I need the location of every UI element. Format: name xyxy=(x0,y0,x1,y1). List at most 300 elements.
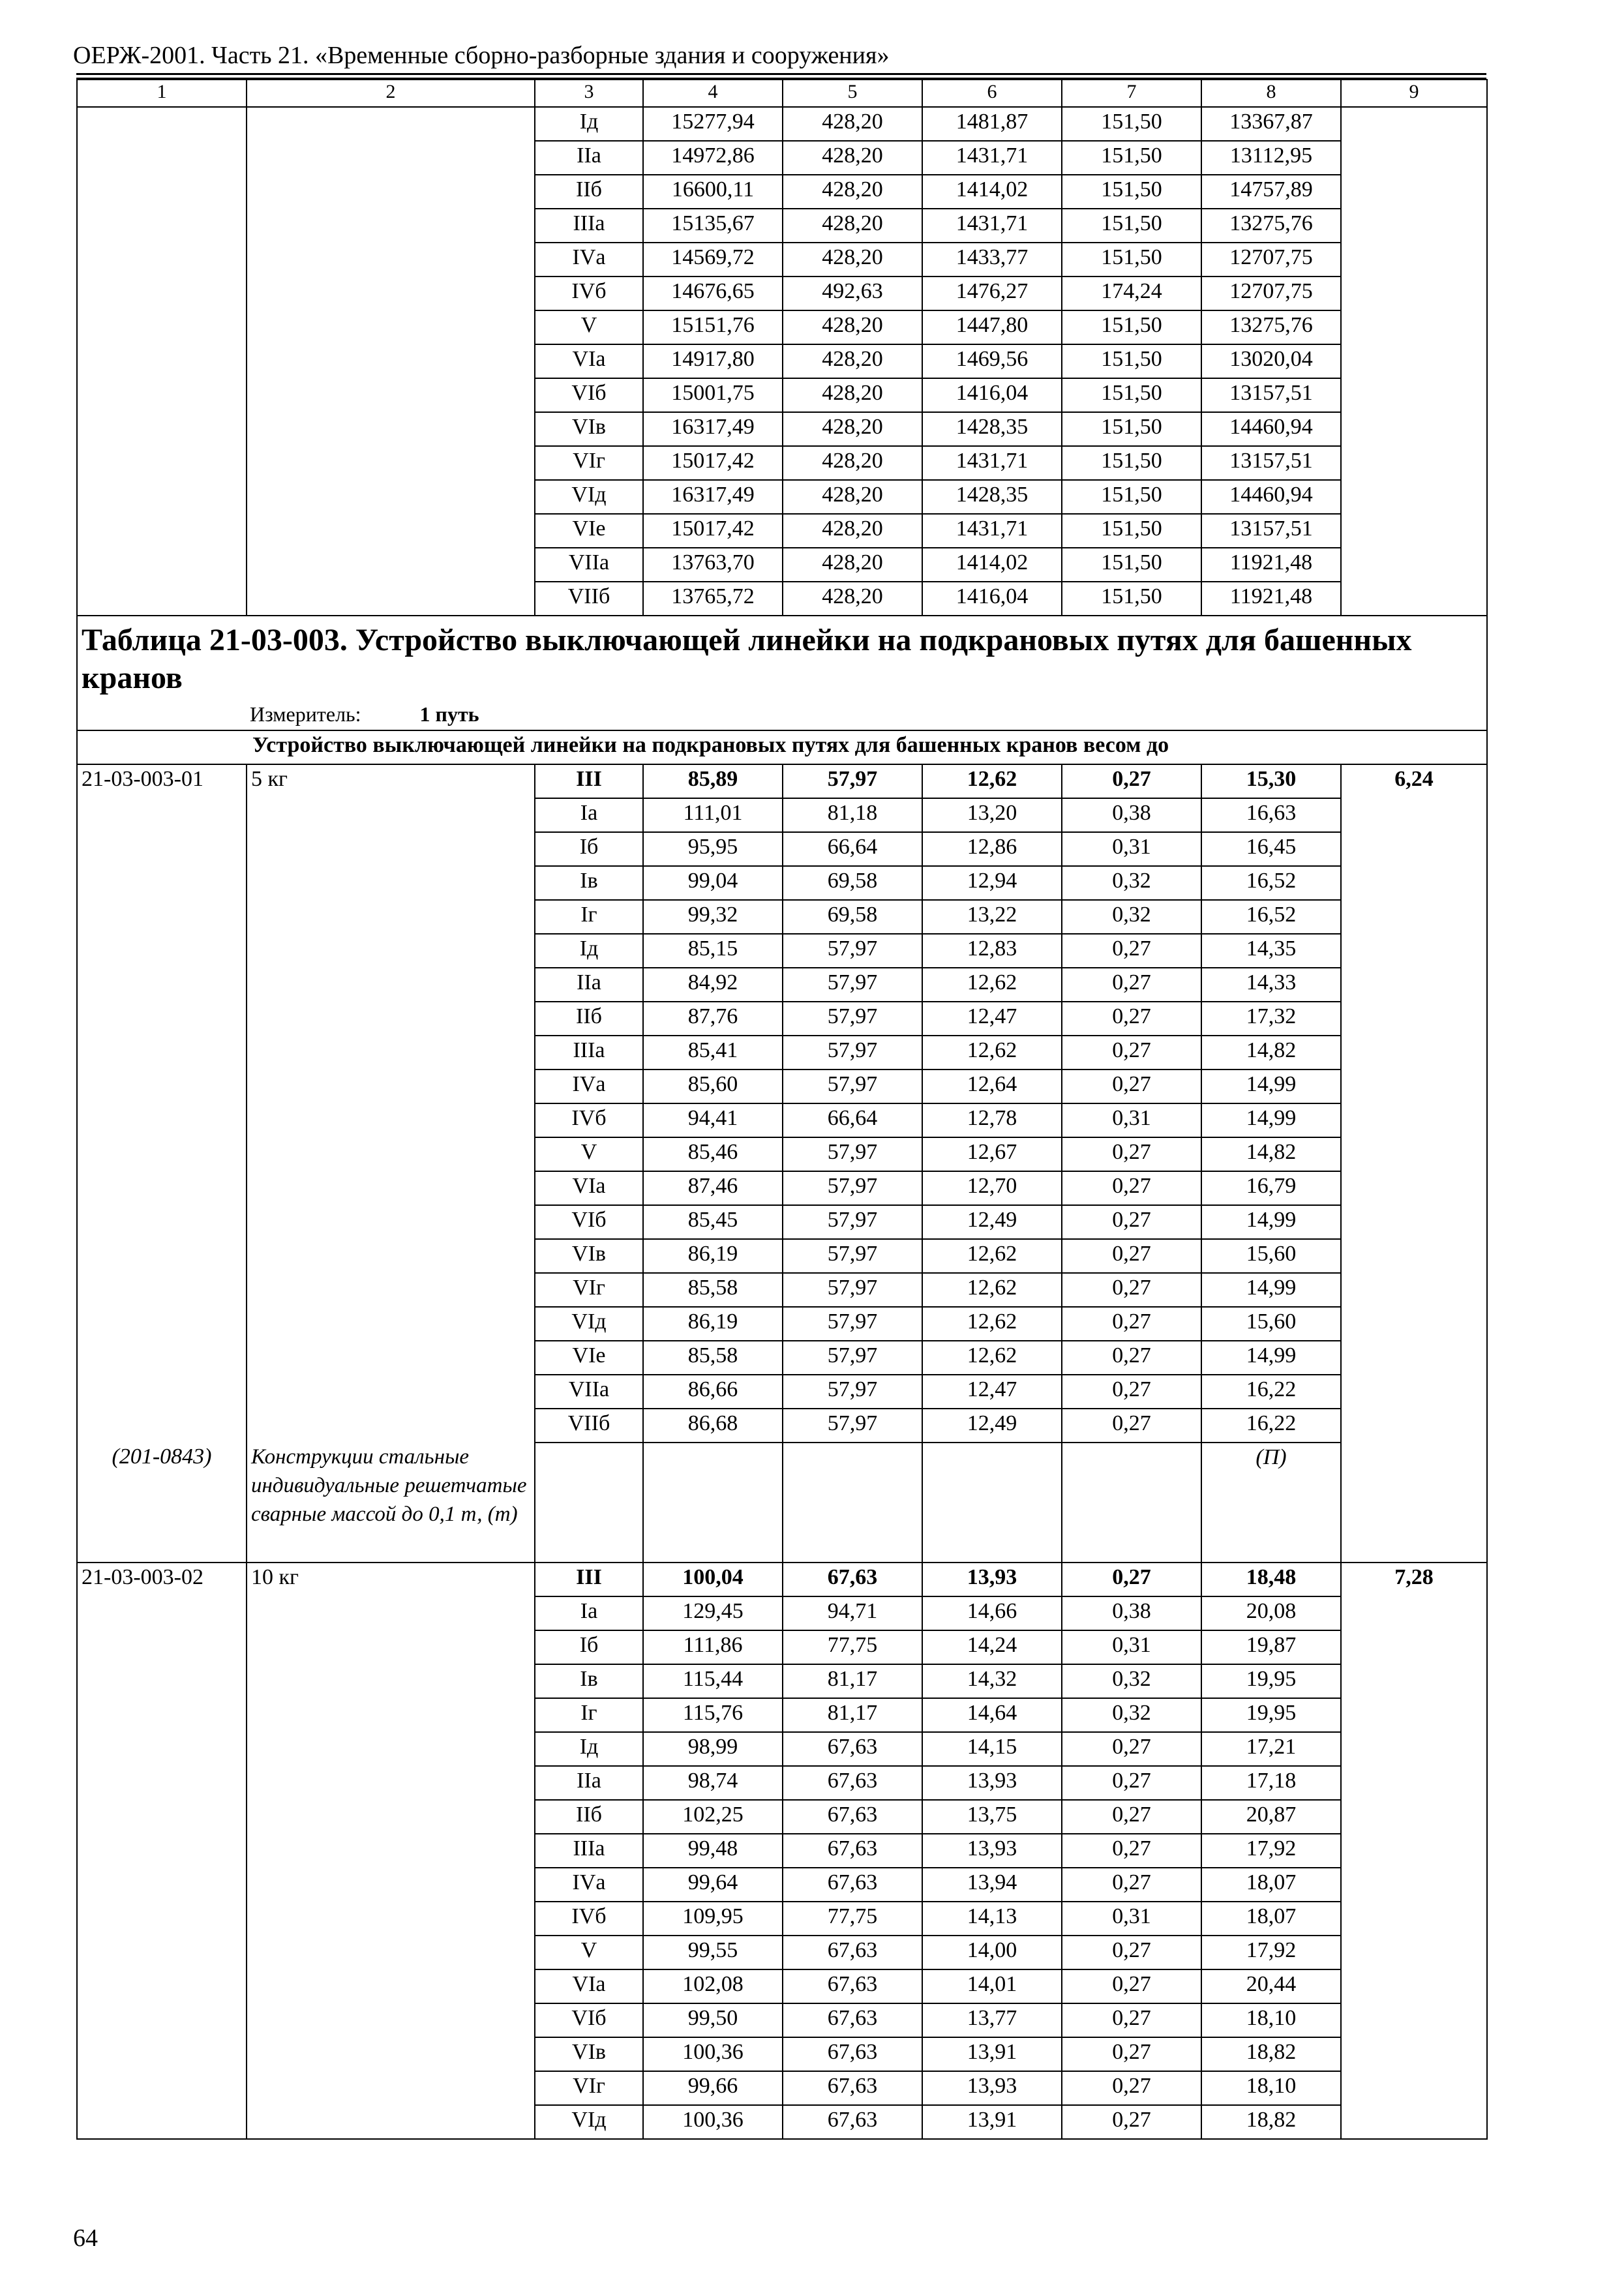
value-cell: 428,20 xyxy=(783,582,922,616)
value-cell: 0,27 xyxy=(1062,1766,1201,1800)
zone-cell: VIIб xyxy=(535,582,643,616)
resource-name-cell xyxy=(247,1443,535,1563)
name-cell xyxy=(247,1664,535,1698)
value-cell: 15151,76 xyxy=(643,310,783,344)
value-cell: 0,27 xyxy=(1062,1070,1201,1103)
value-cell: 67,63 xyxy=(783,1936,922,1969)
labor-cell xyxy=(1341,277,1487,310)
value-cell: 1416,04 xyxy=(922,582,1062,616)
labor-cell xyxy=(1341,1443,1487,1563)
value-cell: 15,60 xyxy=(1201,1239,1341,1273)
name-cell xyxy=(247,1969,535,2003)
zone-cell: Iд xyxy=(535,107,643,141)
zone-cell: IIб xyxy=(535,1800,643,1834)
resource-value: (П) xyxy=(1201,1443,1341,1563)
value-cell: 57,97 xyxy=(783,934,922,968)
value-cell: 85,15 xyxy=(643,934,783,968)
column-number: 5 xyxy=(783,80,922,107)
measure-label: Измеритель: xyxy=(250,702,361,726)
value-cell: 81,18 xyxy=(783,798,922,832)
name-cell xyxy=(247,1171,535,1205)
value-cell: 151,50 xyxy=(1062,548,1201,582)
name-cell xyxy=(247,1239,535,1273)
value-cell: 14460,94 xyxy=(1201,480,1341,514)
labor-cell xyxy=(1341,1732,1487,1766)
value-cell: 0,27 xyxy=(1062,1273,1201,1307)
value-cell: 13,75 xyxy=(922,1800,1062,1834)
name-cell xyxy=(247,209,535,243)
code-cell xyxy=(77,1936,247,1969)
name-cell xyxy=(247,1834,535,1868)
code-cell xyxy=(77,1171,247,1205)
code-cell xyxy=(77,1070,247,1103)
subheading: Устройство выключающей линейки на подкрановых путях для башенных кранов весом до xyxy=(77,730,1487,764)
labor-cell xyxy=(1341,412,1487,446)
zone-cell: IIб xyxy=(535,1002,643,1036)
value-cell: 1428,35 xyxy=(922,480,1062,514)
value-cell: 15277,94 xyxy=(643,107,783,141)
value-cell: 14,13 xyxy=(922,1902,1062,1936)
value-cell: 428,20 xyxy=(783,107,922,141)
value-cell: 12,62 xyxy=(922,968,1062,1002)
zone-cell: VIб xyxy=(535,2003,643,2037)
value-cell: 151,50 xyxy=(1062,243,1201,277)
column-number: 4 xyxy=(643,80,783,107)
value-cell: 20,08 xyxy=(1201,1596,1341,1630)
value-cell: 0,27 xyxy=(1062,934,1201,968)
labor-cell xyxy=(1341,934,1487,968)
value-cell: 0,38 xyxy=(1062,1596,1201,1630)
column-number: 6 xyxy=(922,80,1062,107)
labor-cell xyxy=(1341,175,1487,209)
table-title-cell xyxy=(77,616,1487,730)
value-cell: 151,50 xyxy=(1062,514,1201,548)
value-cell: 0,27 xyxy=(1062,1563,1201,1596)
labor-cell xyxy=(1341,378,1487,412)
value-cell: 151,50 xyxy=(1062,412,1201,446)
name-cell xyxy=(247,310,535,344)
header-rule xyxy=(76,73,1486,79)
value-cell: 19,95 xyxy=(1201,1698,1341,1732)
value-cell: 14569,72 xyxy=(643,243,783,277)
name-cell xyxy=(247,107,535,141)
value-cell: 18,10 xyxy=(1201,2003,1341,2037)
value-cell: 12,78 xyxy=(922,1103,1062,1137)
name-cell: 5 кг xyxy=(247,764,535,798)
value-cell: 0,27 xyxy=(1062,1239,1201,1273)
value-cell: 13157,51 xyxy=(1201,514,1341,548)
value-cell: 14,82 xyxy=(1201,1137,1341,1171)
value-cell: 151,50 xyxy=(1062,582,1201,616)
value-cell: 428,20 xyxy=(783,514,922,548)
labor-cell xyxy=(1341,1070,1487,1103)
value-cell: 67,63 xyxy=(783,2071,922,2105)
value-cell: 1476,27 xyxy=(922,277,1062,310)
labor-cell xyxy=(1341,548,1487,582)
zone-cell: VIв xyxy=(535,1239,643,1273)
value-cell: 14,00 xyxy=(922,1936,1062,1969)
table-row xyxy=(77,1698,1487,1732)
name-cell xyxy=(247,866,535,900)
code-cell xyxy=(77,1307,247,1341)
value-cell: 67,63 xyxy=(783,1766,922,1800)
value-cell: 428,20 xyxy=(783,446,922,480)
subheading-row xyxy=(77,730,1487,764)
value-cell: 99,64 xyxy=(643,1868,783,1902)
code-cell xyxy=(77,1800,247,1834)
value-cell: 99,04 xyxy=(643,866,783,900)
code-cell xyxy=(77,1002,247,1036)
value-cell: 12,64 xyxy=(922,1070,1062,1103)
value-cell: 13275,76 xyxy=(1201,310,1341,344)
name-cell xyxy=(247,141,535,175)
value-cell: 69,58 xyxy=(783,900,922,934)
value-cell: 0,27 xyxy=(1062,2105,1201,2139)
labor-cell xyxy=(1341,1137,1487,1171)
zone-cell: VIг xyxy=(535,446,643,480)
zone-cell: III xyxy=(535,1563,643,1596)
code-cell xyxy=(77,378,247,412)
value-cell: 57,97 xyxy=(783,1409,922,1443)
value-cell: 0,31 xyxy=(1062,1902,1201,1936)
table-row xyxy=(77,798,1487,832)
value-cell: 94,71 xyxy=(783,1596,922,1630)
value-cell: 13,93 xyxy=(922,1834,1062,1868)
value-cell: 15,30 xyxy=(1201,764,1341,798)
table-row xyxy=(77,934,1487,968)
name-cell xyxy=(247,1902,535,1936)
page-number: 64 xyxy=(73,2224,98,2252)
value-cell: 17,32 xyxy=(1201,1002,1341,1036)
name-cell xyxy=(247,582,535,616)
value-cell: 18,07 xyxy=(1201,1902,1341,1936)
code-cell: 21-03-003-02 xyxy=(77,1563,247,1596)
name-cell xyxy=(247,2003,535,2037)
value-cell: 16,63 xyxy=(1201,798,1341,832)
value-cell: 12,67 xyxy=(922,1137,1062,1171)
value-cell: 16,79 xyxy=(1201,1171,1341,1205)
value-cell: 18,07 xyxy=(1201,1868,1341,1902)
value-cell: 13765,72 xyxy=(643,582,783,616)
value-cell: 57,97 xyxy=(783,1002,922,1036)
zone-cell: IIа xyxy=(535,968,643,1002)
code-cell xyxy=(77,243,247,277)
value-cell: 151,50 xyxy=(1062,209,1201,243)
value-cell: 86,19 xyxy=(643,1307,783,1341)
labor-cell xyxy=(1341,2071,1487,2105)
value-cell: 57,97 xyxy=(783,1307,922,1341)
value-cell: 17,21 xyxy=(1201,1732,1341,1766)
name-cell xyxy=(247,1036,535,1070)
code-cell xyxy=(77,1698,247,1732)
code-cell xyxy=(77,1596,247,1630)
value-cell: 13112,95 xyxy=(1201,141,1341,175)
value-cell: 16,22 xyxy=(1201,1409,1341,1443)
zone-cell: IIIа xyxy=(535,209,643,243)
value-cell: 151,50 xyxy=(1062,141,1201,175)
zone-cell: V xyxy=(535,1137,643,1171)
name-cell xyxy=(247,1766,535,1800)
value-cell: 0,27 xyxy=(1062,1205,1201,1239)
labor-cell xyxy=(1341,1103,1487,1137)
value-cell: 428,20 xyxy=(783,310,922,344)
code-cell xyxy=(77,968,247,1002)
column-number: 9 xyxy=(1341,80,1487,107)
labor-cell xyxy=(1341,1902,1487,1936)
code-cell xyxy=(77,1969,247,2003)
value-cell: 174,24 xyxy=(1062,277,1201,310)
value-cell: 14,99 xyxy=(1201,1273,1341,1307)
value-cell: 13,20 xyxy=(922,798,1062,832)
code-cell xyxy=(77,344,247,378)
value-cell: 13,77 xyxy=(922,2003,1062,2037)
value-cell: 99,32 xyxy=(643,900,783,934)
value-cell: 85,58 xyxy=(643,1341,783,1375)
code-cell xyxy=(77,1205,247,1239)
value-cell: 14,24 xyxy=(922,1630,1062,1664)
code-cell xyxy=(77,277,247,310)
table-row xyxy=(77,900,1487,934)
table-row xyxy=(77,141,1487,175)
value-cell: 11921,48 xyxy=(1201,548,1341,582)
zone-cell: IIIа xyxy=(535,1036,643,1070)
value-cell: 13157,51 xyxy=(1201,446,1341,480)
value-cell: 0,27 xyxy=(1062,2071,1201,2105)
table-row xyxy=(77,866,1487,900)
code-cell xyxy=(77,1664,247,1698)
table-row xyxy=(77,1902,1487,1936)
value-cell: 12707,75 xyxy=(1201,243,1341,277)
value-cell: 14917,80 xyxy=(643,344,783,378)
value-cell xyxy=(1062,1443,1201,1563)
zone-cell: Iа xyxy=(535,798,643,832)
name-cell xyxy=(247,1205,535,1239)
value-cell: 0,27 xyxy=(1062,1137,1201,1171)
labor-cell xyxy=(1341,2037,1487,2071)
name-cell xyxy=(247,2037,535,2071)
labor-cell xyxy=(1341,1698,1487,1732)
labor-cell xyxy=(1341,968,1487,1002)
value-cell: 57,97 xyxy=(783,1137,922,1171)
zone-cell: IIIа xyxy=(535,1834,643,1868)
table-row xyxy=(77,344,1487,378)
value-cell: 0,27 xyxy=(1062,1868,1201,1902)
table-row xyxy=(77,1205,1487,1239)
column-number: 8 xyxy=(1201,80,1341,107)
value-cell: 428,20 xyxy=(783,344,922,378)
labor-cell xyxy=(1341,1664,1487,1698)
value-cell: 492,63 xyxy=(783,277,922,310)
value-cell: 13763,70 xyxy=(643,548,783,582)
value-cell: 428,20 xyxy=(783,243,922,277)
table-row xyxy=(77,107,1487,141)
value-cell: 102,25 xyxy=(643,1800,783,1834)
code-cell xyxy=(77,446,247,480)
code-cell xyxy=(77,107,247,141)
value-cell: 16600,11 xyxy=(643,175,783,209)
value-cell: 14,32 xyxy=(922,1664,1062,1698)
code-cell xyxy=(77,1902,247,1936)
labor-cell xyxy=(1341,1375,1487,1409)
code-cell xyxy=(77,1036,247,1070)
column-number-row xyxy=(77,80,1487,107)
value-cell: 12,62 xyxy=(922,1341,1062,1375)
labor-cell xyxy=(1341,1969,1487,2003)
table-row xyxy=(77,1341,1487,1375)
name-cell xyxy=(247,934,535,968)
name-cell xyxy=(247,1868,535,1902)
code-cell xyxy=(77,1409,247,1443)
value-cell: 13,93 xyxy=(922,2071,1062,2105)
value-cell: 69,58 xyxy=(783,866,922,900)
value-cell: 57,97 xyxy=(783,1205,922,1239)
labor-cell xyxy=(1341,141,1487,175)
table-row xyxy=(77,446,1487,480)
value-cell xyxy=(643,1443,783,1563)
labor-cell xyxy=(1341,798,1487,832)
code-cell xyxy=(77,1630,247,1664)
value-cell: 67,63 xyxy=(783,2105,922,2139)
value-cell: 57,97 xyxy=(783,1375,922,1409)
value-cell: 86,19 xyxy=(643,1239,783,1273)
value-cell: 428,20 xyxy=(783,141,922,175)
table-row xyxy=(77,480,1487,514)
name-cell xyxy=(247,1732,535,1766)
labor-cell xyxy=(1341,1239,1487,1273)
value-cell: 18,48 xyxy=(1201,1563,1341,1596)
zone-cell: Iг xyxy=(535,1698,643,1732)
code-cell xyxy=(77,175,247,209)
value-cell: 85,41 xyxy=(643,1036,783,1070)
value-cell: 81,17 xyxy=(783,1664,922,1698)
labor-cell xyxy=(1341,900,1487,934)
value-cell: 14,33 xyxy=(1201,968,1341,1002)
code-cell xyxy=(77,866,247,900)
zone-cell: IVа xyxy=(535,1868,643,1902)
code-cell xyxy=(77,1103,247,1137)
table-row xyxy=(77,1868,1487,1902)
zone-cell: VIа xyxy=(535,1171,643,1205)
table-row xyxy=(77,243,1487,277)
rates-table xyxy=(76,79,1488,2140)
value-cell: 67,63 xyxy=(783,1563,922,1596)
measure-value: 1 путь xyxy=(419,702,479,726)
labor-cell xyxy=(1341,2003,1487,2037)
name-cell xyxy=(247,548,535,582)
code-cell xyxy=(77,209,247,243)
value-cell: 12,83 xyxy=(922,934,1062,968)
zone-cell: VIг xyxy=(535,2071,643,2105)
code-cell xyxy=(77,832,247,866)
value-cell: 99,55 xyxy=(643,1936,783,1969)
value-cell: 77,75 xyxy=(783,1630,922,1664)
table-row xyxy=(77,1936,1487,1969)
value-cell: 151,50 xyxy=(1062,378,1201,412)
value-cell: 0,27 xyxy=(1062,2037,1201,2071)
table-row xyxy=(77,310,1487,344)
value-cell: 67,63 xyxy=(783,2037,922,2071)
value-cell: 14,01 xyxy=(922,1969,1062,2003)
value-cell: 151,50 xyxy=(1062,344,1201,378)
zone-cell: VIа xyxy=(535,1969,643,2003)
value-cell: 14757,89 xyxy=(1201,175,1341,209)
name-cell xyxy=(247,1800,535,1834)
value-cell: 19,95 xyxy=(1201,1664,1341,1698)
value-cell: 0,27 xyxy=(1062,1171,1201,1205)
table-row xyxy=(77,378,1487,412)
table-row xyxy=(77,1375,1487,1409)
value-cell: 67,63 xyxy=(783,1732,922,1766)
value-cell: 16,22 xyxy=(1201,1375,1341,1409)
value-cell: 57,97 xyxy=(783,968,922,1002)
name-cell xyxy=(247,243,535,277)
table-row xyxy=(77,1002,1487,1036)
labor-cell xyxy=(1341,1630,1487,1664)
zone-cell: Iг xyxy=(535,900,643,934)
table-row xyxy=(77,209,1487,243)
value-cell: 86,68 xyxy=(643,1409,783,1443)
value-cell: 14460,94 xyxy=(1201,412,1341,446)
name-cell xyxy=(247,1698,535,1732)
value-cell: 0,27 xyxy=(1062,968,1201,1002)
value-cell: 0,31 xyxy=(1062,1630,1201,1664)
value-cell: 0,32 xyxy=(1062,1664,1201,1698)
code-cell xyxy=(77,798,247,832)
value-cell: 12,62 xyxy=(922,764,1062,798)
zone-cell: V xyxy=(535,310,643,344)
value-cell: 1469,56 xyxy=(922,344,1062,378)
column-number: 1 xyxy=(77,80,247,107)
labor-cell xyxy=(1341,1834,1487,1868)
value-cell: 12,70 xyxy=(922,1171,1062,1205)
value-cell: 1447,80 xyxy=(922,310,1062,344)
table-row xyxy=(77,1307,1487,1341)
zone-cell: IVа xyxy=(535,243,643,277)
value-cell: 151,50 xyxy=(1062,310,1201,344)
table-row xyxy=(77,2003,1487,2037)
value-cell: 85,45 xyxy=(643,1205,783,1239)
table-row xyxy=(77,1732,1487,1766)
code-cell xyxy=(77,1273,247,1307)
value-cell: 0,27 xyxy=(1062,1307,1201,1341)
name-cell xyxy=(247,1375,535,1409)
name-cell xyxy=(247,344,535,378)
value-cell: 18,82 xyxy=(1201,2037,1341,2071)
zone-cell: VIIа xyxy=(535,548,643,582)
zone-cell: IIа xyxy=(535,141,643,175)
table-title: Таблица 21-03-003. Устройство выключающей линейки на подкрановых путях для башенных кранов xyxy=(82,623,1412,695)
name-cell xyxy=(247,446,535,480)
value-cell xyxy=(922,1443,1062,1563)
value-cell: 0,32 xyxy=(1062,866,1201,900)
zone-cell: VIб xyxy=(535,1205,643,1239)
value-cell: 0,32 xyxy=(1062,900,1201,934)
code-cell xyxy=(77,900,247,934)
value-cell: 15135,67 xyxy=(643,209,783,243)
value-cell: 12,94 xyxy=(922,866,1062,900)
value-cell: 18,82 xyxy=(1201,2105,1341,2139)
value-cell: 428,20 xyxy=(783,548,922,582)
labor-cell xyxy=(1341,832,1487,866)
table-row xyxy=(77,1563,1487,1596)
value-cell: 20,87 xyxy=(1201,1800,1341,1834)
labor-cell xyxy=(1341,1036,1487,1070)
value-cell: 1431,71 xyxy=(922,514,1062,548)
table-row xyxy=(77,968,1487,1002)
value-cell: 67,63 xyxy=(783,2003,922,2037)
value-cell: 11921,48 xyxy=(1201,582,1341,616)
code-cell xyxy=(77,582,247,616)
